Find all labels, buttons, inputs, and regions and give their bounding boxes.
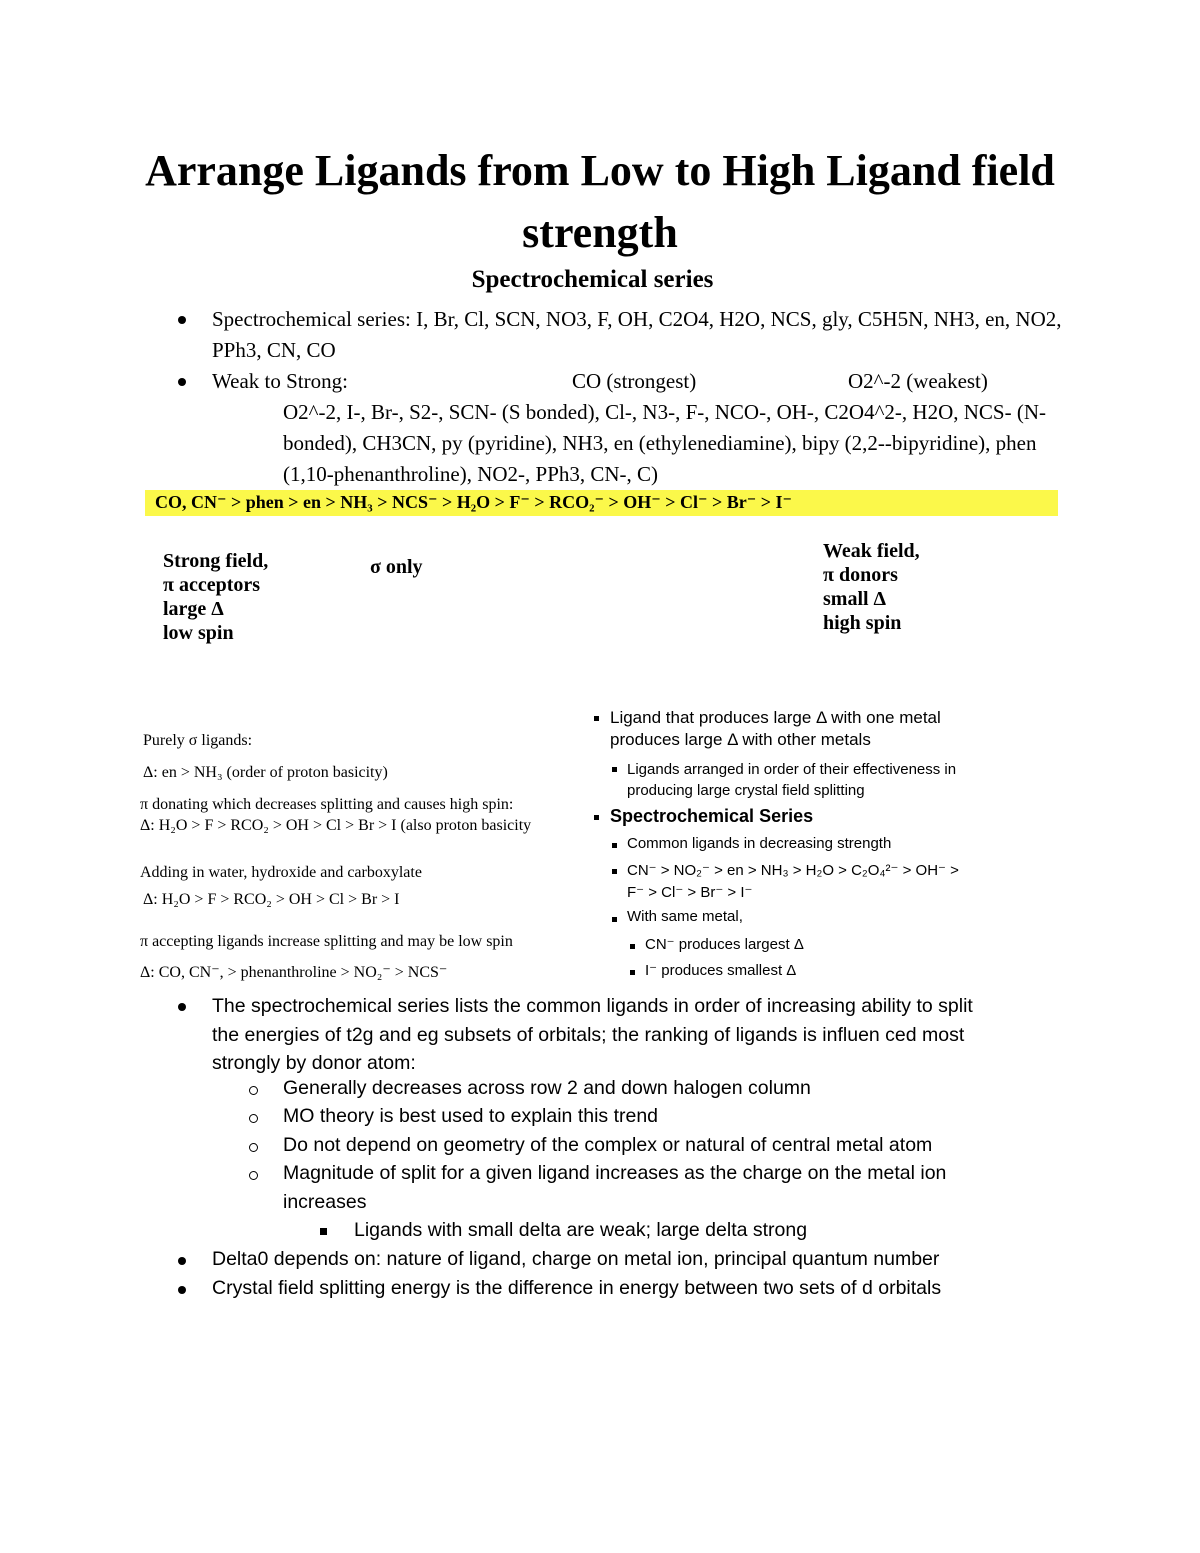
strong-field-line: low spin — [163, 622, 234, 644]
left-panel-line: Adding in water, hydroxide and carboxylate — [140, 864, 422, 881]
square-bullet-icon — [594, 716, 599, 721]
bottom-subsub-line: Ligands with small delta are weak; large delta strong — [354, 1219, 808, 1241]
weakest-label: O2^-2 (weakest) — [848, 369, 988, 393]
strong-field-line: Strong field, — [163, 550, 269, 572]
left-panel-line: Δ: H₂O > F > RCO₂ > OH > Cl > Br > I — [143, 891, 400, 908]
right-panel-line: produces large Δ with other metals — [610, 730, 871, 749]
right-panel-b1-sub — [627, 759, 956, 801]
sigma-only-label: σ only — [370, 556, 423, 578]
bottom-line: Crystal field splitting energy is the difference in energy between two sets of d orbitals — [212, 1277, 942, 1299]
bottom-line: the energies of t2g and eg subsets of orbitals; the ranking of ligands is influen ced most — [212, 1023, 965, 1046]
right-panel-line: I⁻ produces smallest Δ — [645, 962, 797, 979]
right-panel-line: CN⁻ > NO₂⁻ > en > NH₃ > H₂O > C₂O₄²⁻ > OH⁻ > — [627, 862, 959, 879]
right-panel-series — [627, 860, 959, 904]
bullet-icon — [178, 1257, 186, 1265]
bullet-icon — [178, 378, 186, 386]
hollow-bullet-icon — [249, 1143, 258, 1152]
square-bullet-icon — [612, 917, 617, 922]
bottom-sub-line: increases — [283, 1191, 367, 1213]
square-bullet-icon — [612, 767, 617, 772]
right-panel-line: Ligand that produces large Δ with one metal — [610, 708, 941, 727]
bottom-line: Delta0 depends on: nature of ligand, charge on metal ion, principal quantum number — [212, 1248, 940, 1270]
weak-field-line: high spin — [823, 612, 902, 634]
bullet-icon — [178, 1003, 186, 1011]
right-panel-b2: Spectrochemical Series — [610, 806, 814, 826]
square-bullet-icon — [630, 944, 635, 949]
weak-strong-label: Weak to Strong: — [212, 369, 348, 393]
right-panel-line: F⁻ > Cl⁻ > Br⁻ > I⁻ — [627, 884, 753, 901]
right-panel-line: Ligands arranged in order of their effectiveness in — [627, 761, 957, 778]
left-panel-line: π accepting ligands increase splitting and may be low spin — [140, 933, 513, 950]
bottom-line: The spectrochemical series lists the common ligands in order of increasing ability to split — [212, 995, 973, 1017]
series-bullet-text: Spectrochemical series: I, Br, Cl, SCN, NO3, F, OH, C2O4, H2O, NCS, gly, C5H5N, NH3, en, NO2, PPh3, CN, CO — [212, 307, 1062, 362]
highlighted-series-text: CO, CN⁻ > phen > en > NH₃ > NCS⁻ > H₂O > F⁻ > RCO₂⁻ > OH⁻ > Cl⁻ > Br⁻ > I⁻ — [155, 492, 793, 512]
bullet-icon — [178, 316, 186, 324]
square-bullet-icon — [630, 970, 635, 975]
right-panel-line: producing large crystal field splitting — [627, 782, 865, 799]
strong-field-line: π acceptors — [163, 574, 261, 596]
highlighted-series-band — [145, 490, 1058, 516]
bottom-sub-line: MO theory is best used to explain this trend — [283, 1105, 659, 1127]
bottom-sub-line: Magnitude of split for a given ligand increases as the charge on the metal ion — [283, 1162, 947, 1184]
weak-strong-list: O2^-2, I-, Br-, S2-, SCN- (S bonded), Cl-, N3-, F-, NCO-, OH-, C2O4^2-, H2O, NCS- (N-bonded), CH3CN, py (pyridine), NH3, en (ethylenediamine), bipy (2,2--bipyridine), phen (1,10-phenanthroline), NO2-, PPh3, CN-, C) — [283, 400, 1046, 486]
right-panel-line: Common ligands in decreasing strength — [627, 835, 892, 852]
subtitle: Spectrochemical series — [471, 266, 714, 293]
strongest-label: CO (strongest) — [572, 369, 697, 393]
bottom-b1 — [212, 992, 973, 1078]
page-title — [100, 140, 1100, 264]
left-panel-line: Δ: H₂O > F > RCO₂ > OH > Cl > Br > I (also proton basicity — [140, 817, 532, 834]
right-panel-line: With same metal, — [627, 908, 743, 925]
bottom-line: strongly by donor atom: — [212, 1052, 416, 1074]
strong-field-line: large Δ — [163, 598, 224, 620]
square-bullet-icon — [320, 1228, 327, 1235]
title-text: Arrange Ligands from Low to High Ligand field strength — [145, 146, 1055, 257]
left-panel-line: Purely σ ligands: — [143, 732, 253, 749]
square-bullet-icon — [612, 869, 617, 874]
right-panel-b1 — [610, 707, 941, 751]
weak-field-line: Weak field, — [823, 540, 920, 562]
bottom-sub-line: Do not depend on geometry of the complex or natural of central metal atom — [283, 1134, 933, 1156]
weak-field-line: π donors — [823, 564, 898, 586]
hollow-bullet-icon — [249, 1171, 258, 1180]
hollow-bullet-icon — [249, 1114, 258, 1123]
weak-field-line: small Δ — [823, 588, 887, 610]
bullet-icon — [178, 1286, 186, 1294]
bottom-sub-line: Generally decreases across row 2 and down halogen column — [283, 1077, 811, 1099]
left-panel-line: Δ: en > NH₃ (order of proton basicity) — [143, 764, 388, 781]
left-panel-line: π donating which decreases splitting and causes high spin: — [140, 796, 514, 813]
square-bullet-icon — [594, 815, 599, 820]
hollow-bullet-icon — [249, 1086, 258, 1095]
square-bullet-icon — [612, 843, 617, 848]
right-panel-line: CN⁻ produces largest Δ — [645, 936, 804, 953]
strong-field-block — [163, 549, 268, 645]
left-panel-line: Δ: CO, CN⁻, > phenanthroline > NO₂⁻ > NCS⁻ — [140, 964, 448, 981]
weak-field-block — [823, 539, 920, 635]
